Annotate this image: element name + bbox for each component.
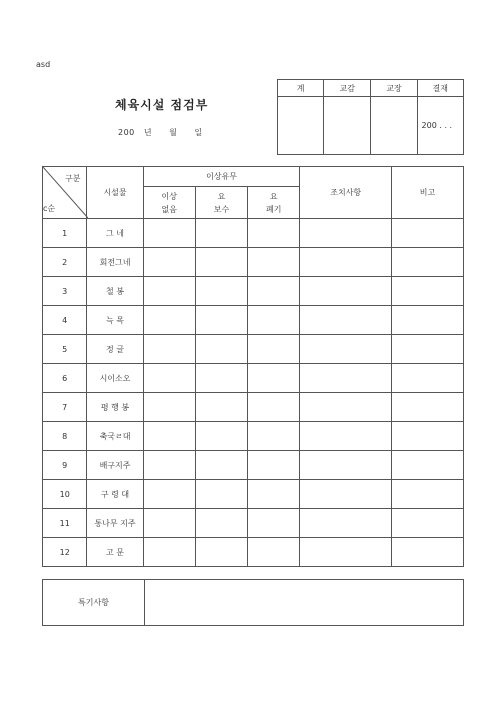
row-action-field[interactable]: [300, 422, 392, 451]
row-note-field[interactable]: [392, 509, 464, 538]
row-facility: 배구지주: [87, 451, 143, 480]
corner-cell: [43, 167, 87, 219]
header-mark: asd: [36, 60, 51, 69]
row-facility: 고 문: [87, 538, 143, 567]
row-number: 3: [43, 277, 87, 306]
row-check-needs-repair[interactable]: [195, 306, 247, 335]
table-row: [43, 364, 464, 393]
row-check-needs-disposal[interactable]: [248, 538, 300, 567]
corner-top-label: 구분: [64, 174, 81, 183]
sub-header-no-issue: [143, 187, 195, 219]
date-year: 200: [118, 128, 135, 137]
special-notes-field[interactable]: [145, 580, 464, 626]
row-number: 12: [43, 538, 87, 567]
date-line: [118, 127, 203, 138]
sub-header-needs-repair-line2: 보수: [213, 204, 230, 214]
table-row: [43, 509, 464, 538]
row-check-needs-disposal[interactable]: [248, 306, 300, 335]
row-facility: 축국ㄹ대: [87, 422, 143, 451]
table-row: [43, 480, 464, 509]
facility-header: 시설물: [87, 167, 143, 219]
row-check-needs-disposal[interactable]: [248, 509, 300, 538]
row-check-needs-repair[interactable]: [195, 451, 247, 480]
row-action-field[interactable]: [300, 393, 392, 422]
row-number: 2: [43, 248, 87, 277]
row-check-no-issue[interactable]: [143, 335, 195, 364]
row-check-needs-repair[interactable]: [195, 219, 247, 248]
table-row: [43, 277, 464, 306]
row-check-no-issue[interactable]: [143, 480, 195, 509]
row-action-field[interactable]: [300, 509, 392, 538]
row-check-needs-disposal[interactable]: [248, 393, 300, 422]
table-row: [43, 248, 464, 277]
row-check-no-issue[interactable]: [143, 538, 195, 567]
row-check-needs-repair[interactable]: [195, 422, 247, 451]
row-check-needs-disposal[interactable]: [248, 480, 300, 509]
row-number: 4: [43, 306, 87, 335]
table-row: [43, 219, 464, 248]
row-check-needs-repair[interactable]: [195, 277, 247, 306]
row-check-needs-repair[interactable]: [195, 393, 247, 422]
row-facility: 평 행 봉: [87, 393, 143, 422]
row-check-needs-disposal[interactable]: [248, 451, 300, 480]
approval-header-approval: 결재: [417, 80, 463, 97]
sub-header-needs-disposal-line2: 폐기: [266, 204, 282, 214]
row-facility: 정 글: [87, 335, 143, 364]
row-action-field[interactable]: [300, 480, 392, 509]
row-check-needs-disposal[interactable]: [248, 219, 300, 248]
table-row: [43, 451, 464, 480]
row-check-no-issue[interactable]: [143, 306, 195, 335]
row-note-field[interactable]: [392, 393, 464, 422]
row-note-field[interactable]: [392, 538, 464, 567]
row-check-needs-repair[interactable]: [195, 248, 247, 277]
sub-header-needs-repair: [195, 187, 247, 219]
row-check-no-issue[interactable]: [143, 509, 195, 538]
row-number: 5: [43, 335, 87, 364]
row-check-no-issue[interactable]: [143, 364, 195, 393]
date-month-unit: 월: [169, 128, 178, 137]
row-action-field[interactable]: [300, 306, 392, 335]
approval-header-vice-principal: 교감: [324, 80, 371, 97]
row-number: 6: [43, 364, 87, 393]
row-check-needs-disposal[interactable]: [248, 277, 300, 306]
row-facility: 통나무 지주: [87, 509, 143, 538]
row-check-needs-disposal[interactable]: [248, 248, 300, 277]
row-check-needs-repair[interactable]: [195, 335, 247, 364]
row-check-needs-disposal[interactable]: [248, 335, 300, 364]
row-note-field[interactable]: [392, 451, 464, 480]
special-notes-label: 특기사항: [43, 580, 145, 626]
inspection-table: [42, 166, 464, 567]
row-note-field[interactable]: [392, 277, 464, 306]
row-note-field[interactable]: [392, 335, 464, 364]
row-note-field[interactable]: [392, 306, 464, 335]
row-number: 10: [43, 480, 87, 509]
row-number: 1: [43, 219, 87, 248]
table-row: [43, 422, 464, 451]
row-number: 11: [43, 509, 87, 538]
date-year-unit: 년: [143, 128, 153, 137]
row-note-field[interactable]: [392, 364, 464, 393]
sub-header-needs-repair-line1: 요: [217, 191, 226, 201]
approval-header-principal: 교장: [371, 80, 417, 97]
row-check-needs-repair[interactable]: [195, 509, 247, 538]
sub-header-needs-disposal: [248, 187, 300, 219]
row-note-field[interactable]: [392, 422, 464, 451]
row-check-needs-repair[interactable]: [195, 364, 247, 393]
table-row: [43, 335, 464, 364]
date-day-unit: 일: [194, 128, 203, 137]
row-action-field[interactable]: [300, 219, 392, 248]
row-facility: 시이소오: [87, 364, 143, 393]
approval-sign-vice-principal[interactable]: [324, 97, 371, 155]
corner-bottom-label: c순: [43, 204, 56, 213]
row-number: 7: [43, 393, 87, 422]
row-facility: 구 령 대: [87, 480, 143, 509]
row-action-field[interactable]: [300, 538, 392, 567]
approval-sign-principal[interactable]: [371, 97, 417, 155]
row-check-needs-disposal[interactable]: [248, 422, 300, 451]
row-action-field[interactable]: [300, 277, 392, 306]
row-action-field[interactable]: [300, 248, 392, 277]
note-header: 비고: [392, 167, 464, 219]
table-row: [43, 306, 464, 335]
row-check-no-issue[interactable]: [143, 219, 195, 248]
row-note-field[interactable]: [392, 219, 464, 248]
special-notes-table: [42, 579, 464, 626]
sub-header-no-issue-line2: 없음: [161, 204, 177, 214]
table-row: [43, 393, 464, 422]
approval-date[interactable]: 200 . . .: [417, 97, 463, 155]
row-check-no-issue[interactable]: [143, 422, 195, 451]
row-facility: 회전그네: [87, 248, 143, 277]
row-check-needs-repair[interactable]: [195, 538, 247, 567]
approval-sign-staff[interactable]: [278, 97, 324, 155]
row-note-field[interactable]: [392, 248, 464, 277]
row-check-no-issue[interactable]: [143, 393, 195, 422]
status-header: 이상유무: [143, 167, 300, 187]
row-check-no-issue[interactable]: [143, 248, 195, 277]
row-number: 8: [43, 422, 87, 451]
row-check-no-issue[interactable]: [143, 277, 195, 306]
table-row: [43, 538, 464, 567]
approval-table: [277, 79, 464, 155]
row-facility: 철 봉: [87, 277, 143, 306]
page-title: 체육시설 점검부: [115, 98, 209, 112]
sub-header-needs-disposal-line1: 요: [269, 191, 278, 201]
sub-header-no-issue-line1: 이상: [161, 191, 177, 201]
row-action-field[interactable]: [300, 364, 392, 393]
row-action-field[interactable]: [300, 451, 392, 480]
row-number: 9: [43, 451, 87, 480]
row-note-field[interactable]: [392, 480, 464, 509]
action-header: 조치사항: [300, 167, 392, 219]
row-check-no-issue[interactable]: [143, 451, 195, 480]
row-action-field[interactable]: [300, 335, 392, 364]
row-check-needs-repair[interactable]: [195, 480, 247, 509]
row-check-needs-disposal[interactable]: [248, 364, 300, 393]
approval-header-staff: 계: [278, 80, 324, 97]
row-facility: 그 네: [87, 219, 143, 248]
row-facility: 늑 목: [87, 306, 143, 335]
